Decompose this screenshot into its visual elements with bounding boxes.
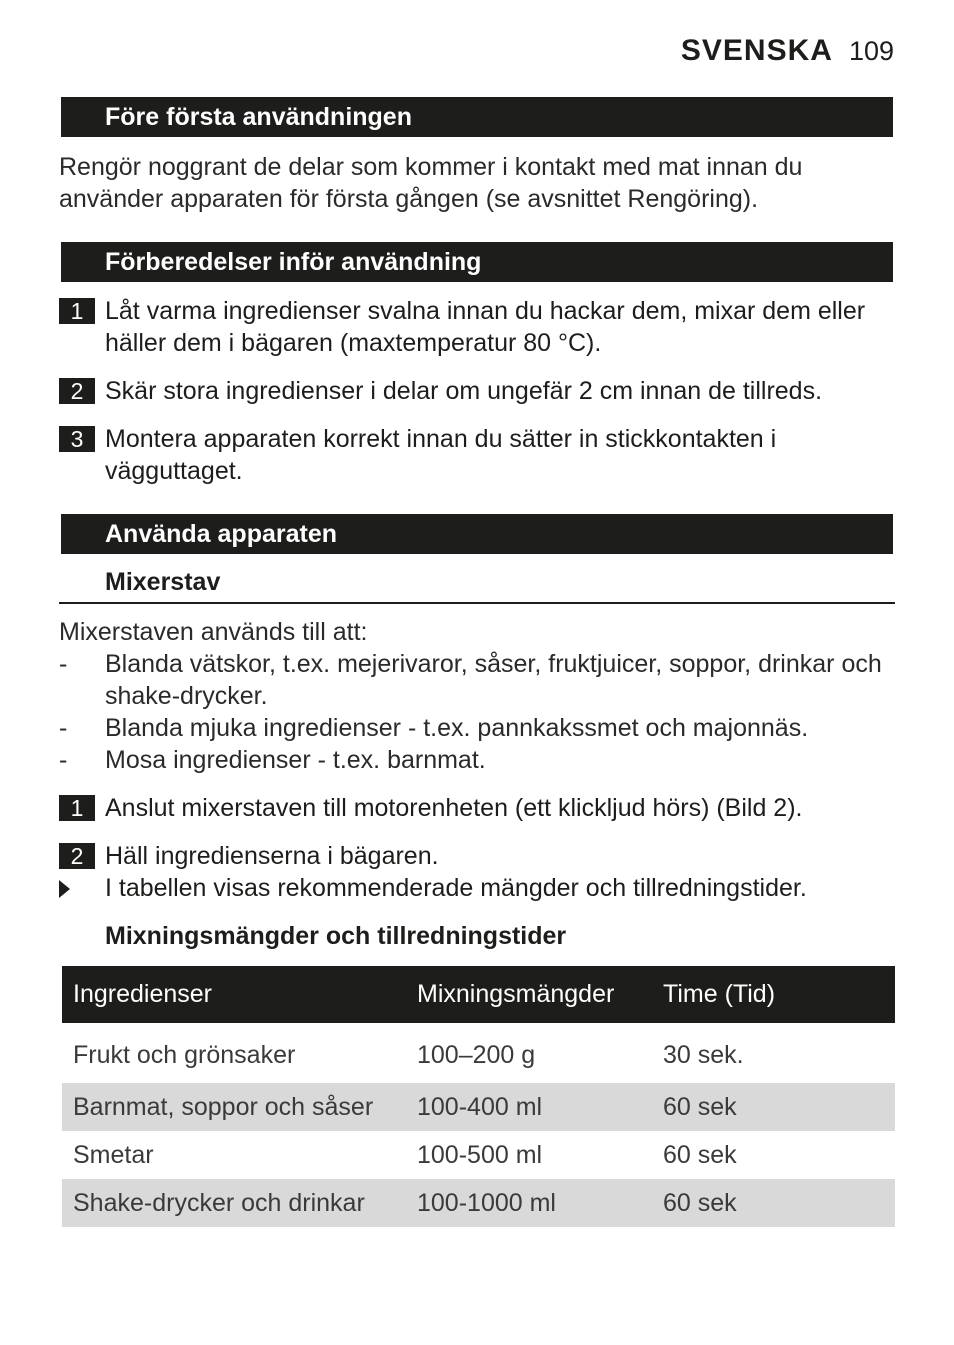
table-header-row [62,966,895,1023]
mixing-table [62,966,895,1227]
usage-intro: Mixerstaven används till att: [59,618,368,646]
usage-list [59,648,889,776]
table-cell: 60 sek [663,1140,737,1169]
before-first-use-text: Rengör noggrant de delar som kommer i kontakt med mat innan du använder apparaten för första gången (se avsnittet Rengöring). [59,153,803,213]
prep-step-1 [59,295,899,359]
step-text: Anslut mixerstaven till motorenheten (ett klickljud hörs) (Bild 2). [105,794,803,822]
table-cell: Shake-drycker och drinkar [62,1179,406,1227]
table-cell: 100–200 g [417,1040,536,1069]
table-cell: 100-400 ml [406,1083,652,1131]
page-header [681,34,894,68]
usage-step-2 [59,840,899,872]
prep-step-2 [59,375,899,407]
table-cell: 60 sek [652,1083,895,1131]
step-text: Montera apparaten korrekt innan du sätter in stickkontakten i vägguttaget. [105,425,777,485]
section-heading-using-appliance: Använda apparaten [61,514,893,554]
list-item: - Blanda mjuka ingredienser - t.ex. pannkakssmet och majonnäs. [59,714,809,742]
table-cell: Smetar [73,1140,154,1169]
step-text: Låt varma ingredienser svalna innan du hackar dem, mixar dem eller häller dem i bägaren (maxtemperatur 80 °C). [105,297,866,357]
step-text: Häll ingredienserna i bägaren. [105,842,439,870]
column-header: Ingredienser [62,966,406,1023]
step-number: 3 [59,426,95,452]
column-header: Time (Tid) [652,966,895,1023]
table-cell: Barnmat, soppor och såser [62,1083,406,1131]
step-number: 1 [59,298,95,324]
page-number: 109 [848,36,894,66]
table-cell: 30 sek. [663,1040,744,1069]
column-header: Mixningsmängder [406,966,652,1023]
table-cell: Frukt och grönsaker [73,1040,296,1069]
usage-step-1 [59,792,899,824]
list-item: - Mosa ingredienser - t.ex. barnmat. [59,746,486,774]
table-row [62,1179,895,1227]
table-row [62,1083,895,1131]
prep-step-3 [59,423,899,487]
table-cell: 100-1000 ml [406,1179,652,1227]
step-number: 2 [59,378,95,404]
table-title: Mixningsmängder och tillredningstider [105,922,567,950]
section-heading-preparation: Förberedelser inför användning [61,242,893,282]
list-item: - Blanda vätskor, t.ex. mejerivaror, såser, fruktjuicer, soppor, drinkar och shake-drycker. [59,650,882,710]
result-note [59,872,899,904]
step-number: 2 [59,843,95,869]
step-number: 1 [59,795,95,821]
subheading-mixerstav: Mixerstav [105,568,221,596]
table-cell: 100-500 ml [417,1140,543,1169]
divider [59,602,895,604]
step-text: Skär stora ingredienser i delar om ungefär 2 cm innan de tillreds. [105,377,823,405]
section-heading-before-first-use: Före första användningen [61,97,893,137]
note-text: I tabellen visas rekommenderade mängder och tillredningstider. [105,874,807,902]
triangle-arrow-icon [59,880,70,898]
table-row [62,1023,895,1083]
table-cell: 60 sek [652,1179,895,1227]
table-row [62,1131,895,1179]
language-label: SVENSKA [680,34,833,67]
